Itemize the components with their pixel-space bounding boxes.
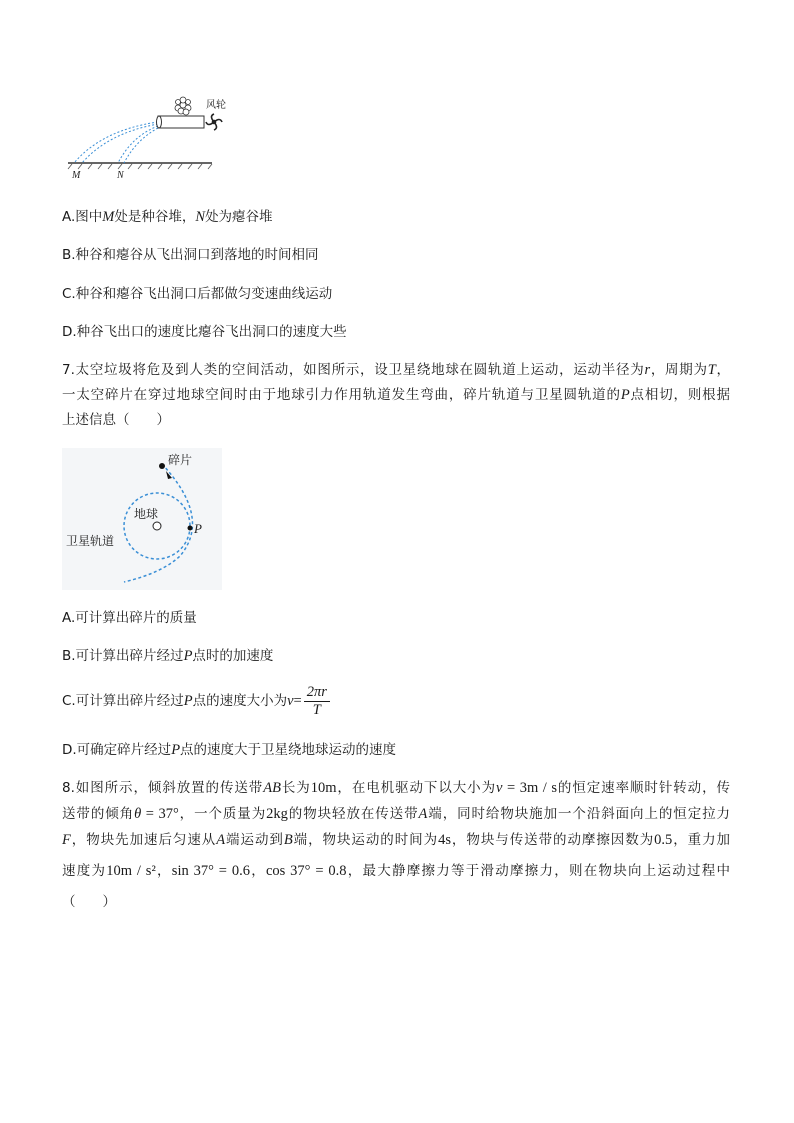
q7-l1-t: T <box>707 362 716 378</box>
orbit-figure <box>62 448 222 590</box>
velocity-fraction <box>304 684 330 719</box>
q8-l4-cos: cos 37° = 0.8 <box>265 863 347 879</box>
q7-c-v: v <box>287 693 294 709</box>
q7-option-a: A.可计算出碎片的质量 <box>62 610 197 626</box>
q7-option-d <box>62 741 396 759</box>
q8-l4-a: 速度为 <box>62 863 107 879</box>
q8-l3-a: ，物块先加速后匀速从 <box>70 832 217 848</box>
q7-b-pre: B.可计算出碎片经过 <box>62 648 184 664</box>
q8-l3-pb: B <box>283 832 293 848</box>
fan-tube <box>157 116 205 128</box>
q8-l2-d: 的物块轻放在传送带 <box>287 806 419 822</box>
q7-b-p: P <box>183 648 193 664</box>
q6-option-d: D.种谷飞出口的速度比瘪谷飞出洞口的速度大些 <box>62 324 347 340</box>
q8-l4-b: ， <box>155 863 172 879</box>
q7-l1-pre: 7.太空垃圾将危及到人类的空间活动，如图所示，设卫星绕地球在圆轨道上运动，运动半径为 <box>62 362 645 378</box>
grain-hopper <box>175 97 191 115</box>
q8-l4-g: 10m / s² <box>106 863 156 879</box>
q8-stem-line1 <box>62 779 730 797</box>
q6-a-mid: 处是种谷堆， <box>114 209 196 225</box>
q8-stem-line3 <box>62 831 730 849</box>
q7-l1-r: r <box>644 362 651 378</box>
q6-a-post: 处为瘪谷堆 <box>205 209 273 225</box>
grain-trajectories <box>74 122 158 163</box>
q6-a-n: N <box>195 209 206 225</box>
wheel-label: 风轮 <box>206 100 226 111</box>
point-p-dot <box>188 526 193 531</box>
q8-l1-v: v <box>496 780 503 796</box>
q8-l1-c: ，在电机驱动下以大小为 <box>336 780 497 796</box>
q8-l4-sin: sin 37° = 0.6 <box>171 863 250 879</box>
earth-circle <box>153 522 161 530</box>
q7-d-pre: D.可确定碎片经过 <box>62 742 172 758</box>
q8-l3-pa: A <box>216 832 226 848</box>
q8-l3-mu: 0.5 <box>654 832 673 848</box>
q8-l4-c: ， <box>249 863 266 879</box>
ground-hatch <box>68 164 212 169</box>
debris-dot <box>159 463 165 469</box>
q7-c-eq: = <box>293 693 302 709</box>
orbit-label: 卫星轨道 <box>66 534 115 548</box>
q7-b-post: 点时的加速度 <box>192 648 274 664</box>
q8-l2-c: ，一个质量为 <box>178 806 267 822</box>
q6-option-b: B.种谷和瘪谷从飞出洞口到落地的时间相同 <box>62 247 319 263</box>
q8-l3-c: 端，物块运动的时间为 <box>292 832 439 848</box>
q7-stem-line3: 上述信息（ ） <box>62 412 170 428</box>
q6-option-c: C.种谷和瘪谷飞出洞口后都做匀变速曲线运动 <box>62 286 333 302</box>
q7-d-post: 点的速度大于卫星绕地球运动的速度 <box>180 742 397 758</box>
q7-c-p: P <box>183 693 193 709</box>
q7-c-pre: C.可计算出碎片经过 <box>62 693 184 709</box>
q7-l1-mid: ，周期为 <box>650 362 708 378</box>
q7-l1-post: ， <box>715 362 731 378</box>
q8-l2-theta: θ <box>134 806 142 822</box>
q8-l3-time: 4s <box>438 832 451 848</box>
q7-d-p: P <box>171 742 181 758</box>
q6-a-m: M <box>102 209 115 225</box>
q7-l2-pre: 一太空碎片在穿过地球空间时由于地球引力作用轨道发生弯曲，碎片轨道与卫星圆轨道的 <box>62 387 621 403</box>
q8-l2-pa: A <box>418 806 428 822</box>
q8-l1-a: 8.如图所示，倾斜放置的传送带 <box>62 780 264 796</box>
q7-l2-p: P <box>620 387 630 403</box>
q8-l1-d: = 3m / s <box>502 780 557 796</box>
fraction-denominator: T <box>312 701 321 718</box>
debris-label: 碎片 <box>168 453 193 467</box>
q8-l4-d: ，最大静摩擦力等于滑动摩擦力，则在物块向上运动过程中 <box>346 863 730 879</box>
p-label: P <box>194 521 202 536</box>
winnowing-figure <box>62 90 282 182</box>
q7-stem-line1 <box>62 361 730 379</box>
fraction-numerator: 2πr <box>304 684 330 702</box>
q8-stem-line4 <box>62 862 730 880</box>
q8-l2-b: = 37° <box>141 806 179 822</box>
q8-stem-line2 <box>62 805 730 823</box>
q7-option-b <box>62 647 273 665</box>
label-n: N <box>117 170 124 181</box>
q8-l3-b: 端运动到 <box>225 832 284 848</box>
label-m: M <box>72 170 81 181</box>
q8-stem-line5: （ ） <box>62 894 116 910</box>
q8-l1-b: 长为 <box>280 780 311 796</box>
q8-l1-len: 10m <box>310 780 337 796</box>
q6-a-pre: A.图中 <box>62 209 103 225</box>
q7-l2-post: 点相切，则根据 <box>629 387 731 403</box>
q8-l2-e: 端，同时给物块施加一个沿斜面向上的恒定拉力 <box>427 806 731 822</box>
q8-l3-f: F <box>62 832 71 848</box>
q8-l1-ab: AB <box>263 780 281 796</box>
q8-l2-mass: 2kg <box>266 806 288 822</box>
q8-l2-a: 送带的倾角 <box>62 806 135 822</box>
q8-l3-d: ，物块与传送带的动摩擦因数为 <box>450 832 655 848</box>
q7-stem-line2 <box>62 386 730 404</box>
q7-option-c <box>62 681 330 721</box>
earth-label: 地球 <box>134 507 159 521</box>
q8-l3-e: ，重力加 <box>672 832 731 848</box>
q8-l1-e: 的恒定速率顺时针转动，传 <box>557 780 731 796</box>
q7-c-post: 点的速度大小为 <box>192 693 288 709</box>
fan-wheel-icon <box>206 114 222 130</box>
q6-option-a <box>62 208 273 226</box>
